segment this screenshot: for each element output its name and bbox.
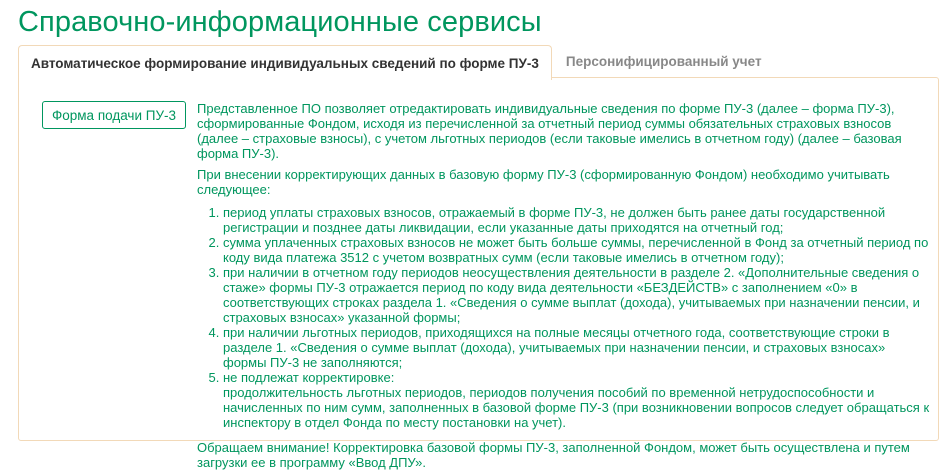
tab-personal-accounting[interactable]: Персонифицированный учет xyxy=(565,54,762,69)
list-item xyxy=(223,370,932,430)
notice-paragraph: Обращаем внимание! Корректировка базовой формы ПУ-3, заполненной Фондом, может быть осуществлена и путем загрузки ее в программу «Ввод ДПУ». xyxy=(197,440,910,470)
tab-bar xyxy=(18,45,774,78)
pu3-form-button[interactable]: Форма подачи ПУ-3 xyxy=(42,101,186,129)
list-item xyxy=(223,265,932,325)
list-item xyxy=(223,205,932,235)
tab-panel xyxy=(18,77,939,470)
list-item-text: сумма уплаченных страховых взносов не может быть больше суммы, перечисленной в Фонд за отчетный период по коду вида платежа 3512 с учетом возвратных сумм (если таковые имелись в отчетном году); xyxy=(223,235,929,265)
panel-content xyxy=(197,101,932,476)
intro-paragraph: Представленное ПО позволяет отредактировать индивидуальные сведения по форме ПУ-3 (далее – форма ПУ-3), сформированные Фондом, исходя из перечисленной за отчетный период суммы обязательных страховых взносов (далее – страховые взносы), с учетом льготных периодов (если таковые имелись в отчетном году) (далее – базовая форма ПУ-3). xyxy=(197,101,902,161)
list-item-detail: продолжительность льготных периодов, периодов получения пособий по временной нетрудоспособности и начисленных по ним сумм, заполненных в базовой форме ПУ-3 (при возникновении вопросов следует обращаться к инспектору в отдел Фонда по месту постановки на учет). xyxy=(223,385,930,430)
list-item-text: не подлежат корректировке: xyxy=(223,370,395,385)
list-item xyxy=(223,235,932,265)
lead-paragraph: При внесении корректирующих данных в базовую форму ПУ-3 (сформированную Фондом) необходимо учитывать следующее: xyxy=(197,167,890,197)
list-item-text: при наличии льготных периодов, приходящихся на полные месяцы отчетного года, соответствующие строки в разделе 1. «Сведения о сумме выплат (дохода), учитываемых при назначении пенсии, и страховых взносах» формы ПУ-3 не заполняются; xyxy=(223,325,890,370)
page-title: Справочно-информационные сервисы xyxy=(18,6,542,38)
list-item-text: период уплаты страховых взносов, отражаемый в форме ПУ-3, не должен быть ранее даты государственной регистрации и позднее даты ликвидации, если указанные даты приходятся на отчетный год; xyxy=(223,205,886,235)
list-item xyxy=(223,325,932,370)
rules-list xyxy=(197,205,932,430)
list-item-text: при наличии в отчетном году периодов неосуществления деятельности в разделе 2. «Дополнительные сведения о стаже» формы ПУ-3 отражается период по коду вида деятельности «БЕЗДЕЙСТВ» с заполнением «0» в соответствующих строках раздела 1. «Сведения о сумме выплат (дохода), учитываемых при назначении пенсии, и страховых взносах» указанной формы; xyxy=(223,265,920,325)
tab-auto-pu3[interactable]: Автоматическое формирование индивидуальных сведений по форме ПУ-3 xyxy=(18,45,552,80)
